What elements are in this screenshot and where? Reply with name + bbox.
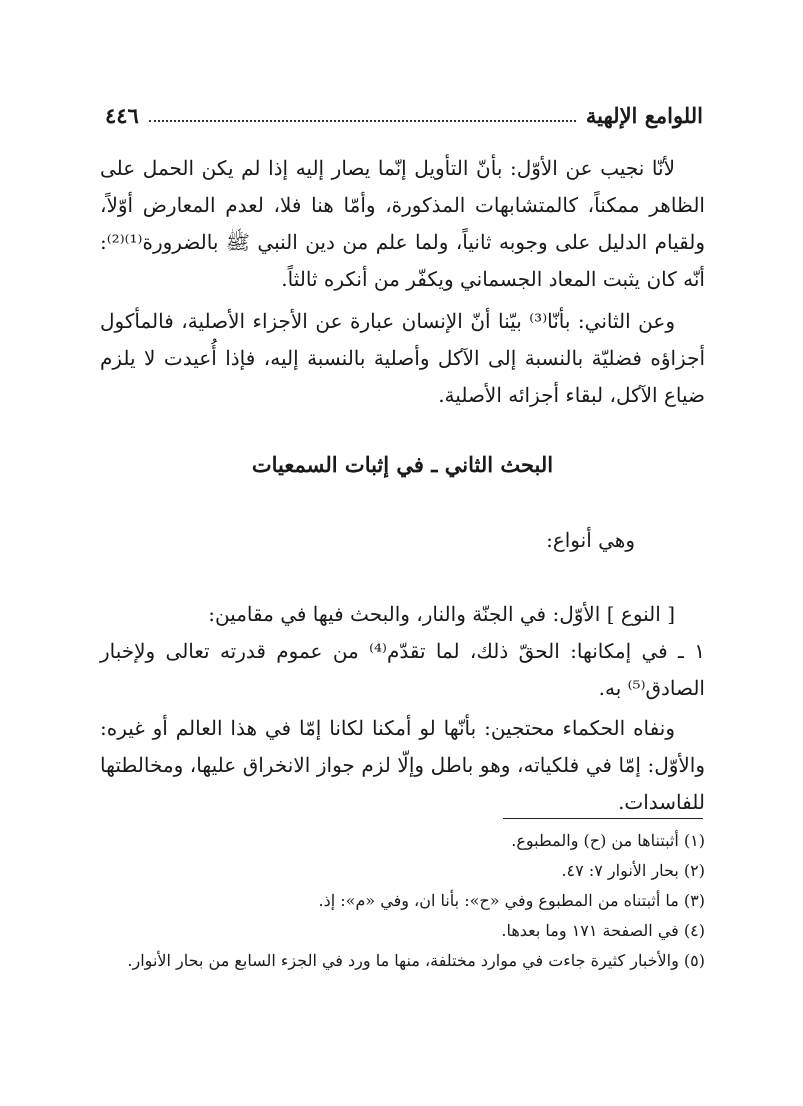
body-paragraph-group-2 xyxy=(100,303,705,414)
paragraph-philosophers-denial: ونفاه الحكماء محتجين: بأنّها لو أمكنا لكانا إمّا في هذا العالم أو غيره: والأوّل: إمّا في فلكياته، وهو باطل وإلّا لزم جواز الانخراق عليها، ومخالطتها للفاسدات. xyxy=(100,716,705,814)
footnote-1: (١) أثبتناها من (ح) والمطبوع. xyxy=(511,831,705,850)
footnote-4: (٤) في الصفحة ١٧١ وما بعدها. xyxy=(501,921,705,940)
numbered-item-1: ١ ـ في إمكانها: الحقّ ذلك، لما تقدّم⁽⁴⁾ من عموم قدرته تعالى ولإخبار الصادق⁽⁵⁾ به. xyxy=(100,639,705,700)
body-paragraph-group-1 xyxy=(100,150,705,298)
paragraph-reply-first: لأنّا نجيب عن الأوّل: بأنّ التأويل إنّما يصار إليه إذا لم يكن الحمل على الظاهر ممكناً، كالمتشابهات المذكورة، وأمّا هنا فلا، لعدم المعارض أوّلاً، ولقيام الدليل على وجوبه ثانياً، ولما علم من دين النبي ﷺ بالضرورة⁽¹⁾⁽²⁾: أنّه كان يثبت المعاد الجسماني ويكفّر من أنكره ثالثاً. xyxy=(100,156,705,291)
header-dot-leader xyxy=(149,120,576,122)
type-heading: [ النوع ] الأوّل: في الجنّة والنار، والبحث فيها في مقامين: xyxy=(208,602,675,626)
type-block xyxy=(100,596,705,707)
running-header xyxy=(105,98,703,132)
body-paragraph-group-3 xyxy=(100,710,705,821)
footnote-2: (٢) بحار الأنوار ٧: ٤٧. xyxy=(561,861,705,880)
footnotes xyxy=(80,826,705,976)
intro-line: وهي أنواع: xyxy=(546,528,635,552)
section-heading: البحث الثاني ـ في إثبات السمعيات xyxy=(251,452,554,477)
page-number: ٤٤٦ xyxy=(105,102,139,128)
paragraph-reply-second: وعن الثاني: بأنّا⁽³⁾ بيّنا أنّ الإنسان عبارة عن الأجزاء الأصلية، فالمأكول أجزاؤه فضليّة بالنسبة إلى الآكل وأصلية بالنسبة إليه، فإذا أُعيدت لا يلزم ضياع الآكل، لبقاء أجزائه الأصلية. xyxy=(100,309,705,407)
footnote-3: (٣) ما أثبتناه من المطبوع وفي «ح»: بأنا ان، وفي «م»: إذ. xyxy=(318,891,705,910)
footnote-5: (٥) والأخبار كثيرة جاءت في موارد مختلفة، منها ما ورد في الجزء السابع من بحار الأنوار. xyxy=(127,951,705,970)
header-title: اللوامع الإلهية xyxy=(585,102,703,128)
footnote-separator xyxy=(503,818,703,819)
